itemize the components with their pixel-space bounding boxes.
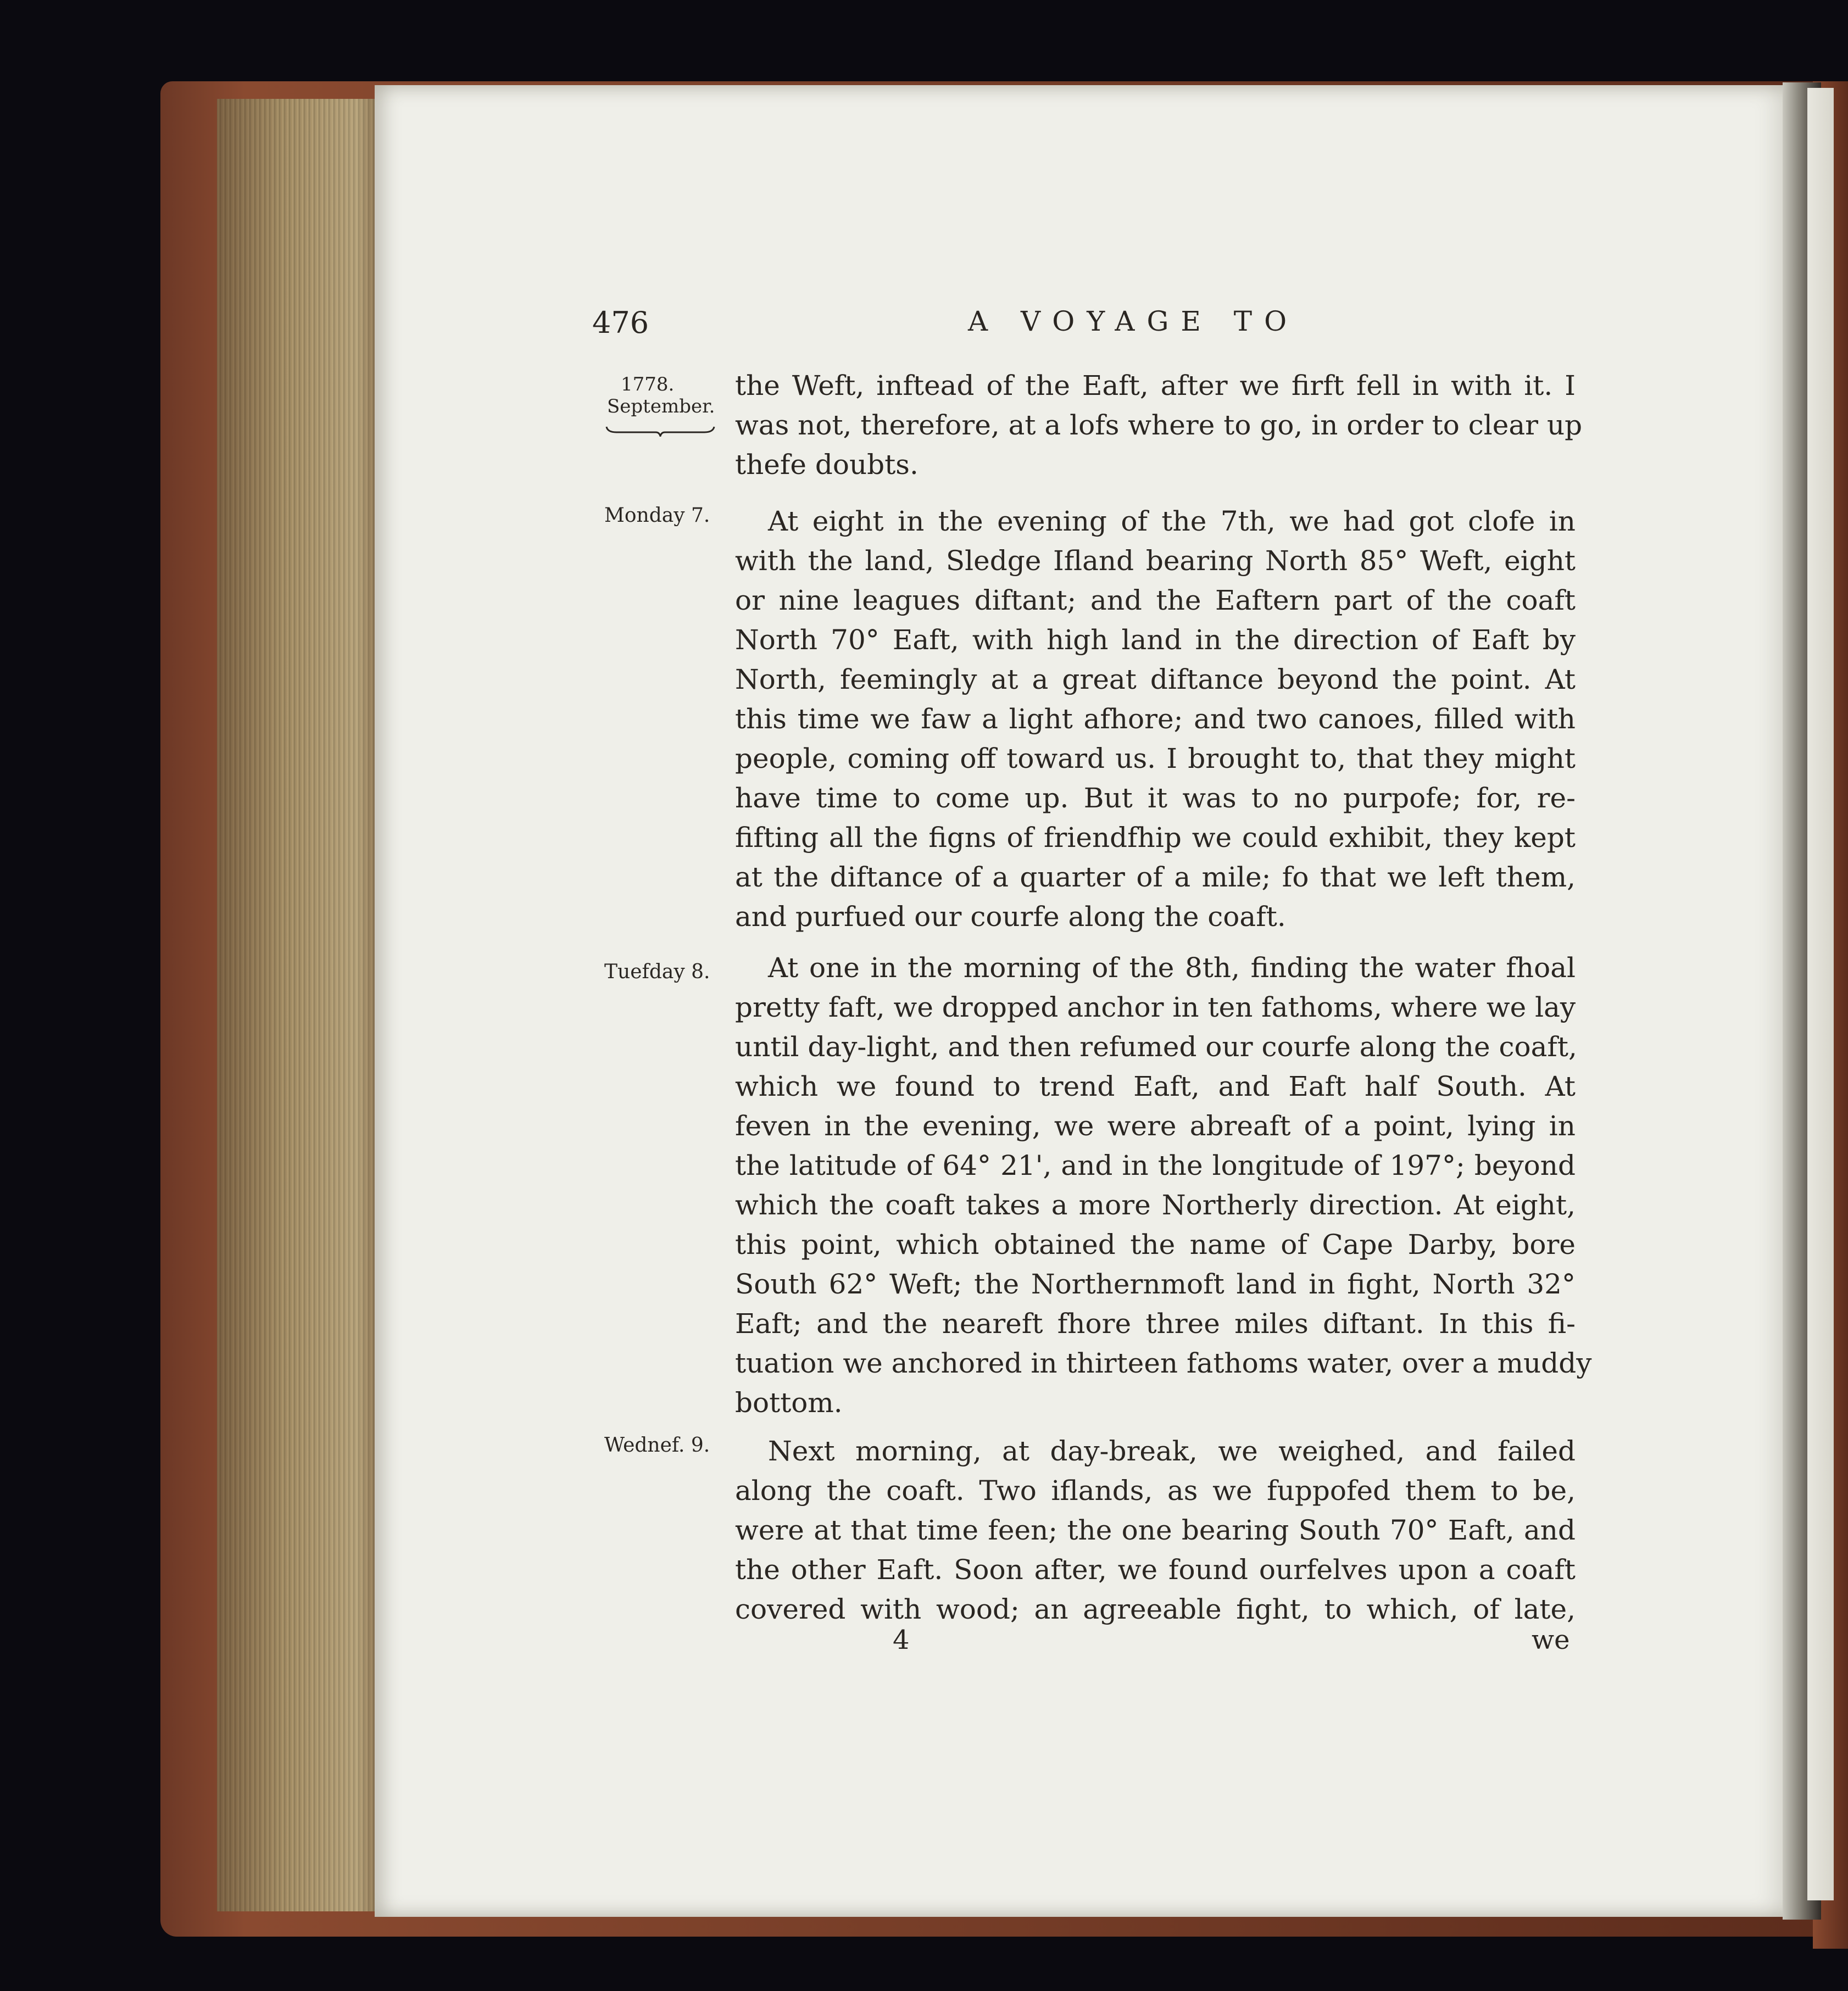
page-number: 476	[592, 305, 649, 340]
margin-month: September.	[607, 395, 715, 417]
text-line: at the diftance of a quarter of a mile; fo that we left them,	[735, 861, 1576, 893]
text-line: with the land, Sledge Ifland bearing North 85° Weft, eight	[735, 545, 1576, 577]
text-line: tuation we anchored in thirteen fathoms water, over a muddy	[735, 1347, 1592, 1379]
text-line: which we found to trend Eaft, and Eaft half South. At	[735, 1070, 1576, 1102]
text-line: until day-light, and then refumed our courfe along the coaft,	[735, 1031, 1577, 1063]
text-line: the Weft, inftead of the Eaft, after we firft fell in with it. I	[735, 370, 1576, 401]
brace-icon	[605, 426, 715, 437]
margin-year: 1778.	[621, 373, 675, 395]
text-line: the latitude of 64° 21', and in the longitude of 197°; beyond	[735, 1150, 1576, 1181]
text-line: along the coaft. Two iflands, as we fuppofed them to be,	[735, 1475, 1576, 1507]
text-line: were at that time feen; the one bearing South 70° Eaft, and	[735, 1514, 1576, 1546]
text-line: covered with wood; an agreeable fight, to which, of late,	[735, 1593, 1576, 1625]
text-line: was not, therefore, at a lofs where to go, in order to clear up	[735, 409, 1583, 441]
running-title: A VOYAGE TO	[968, 305, 1299, 337]
catchword: we	[1532, 1625, 1570, 1655]
text-line: feven in the evening, we were abreaft of a point, lying in	[735, 1110, 1576, 1142]
text-line: Next morning, at day-break, we weighed, and failed	[768, 1435, 1576, 1467]
text-line: thefe doubts.	[735, 449, 919, 481]
text-line: have time to come up. But it was to no purpofe; for, re-	[735, 782, 1576, 814]
text-line: or nine leagues diftant; and the Eaftern part of the coaft	[735, 584, 1576, 616]
text-line: and purfued our courfe along the coaft.	[735, 901, 1286, 933]
text-line: At one in the morning of the 8th, finding the water fhoal	[768, 952, 1576, 984]
margin-note-wednesday: Wednef. 9.	[604, 1434, 710, 1457]
text-line: bottom.	[735, 1387, 843, 1419]
text-line: North 70° Eaft, with high land in the direction of Eaft by	[735, 624, 1576, 656]
text-line: people, coming off toward us. I brought to, that they might	[735, 743, 1576, 774]
text-line: this time we faw a light afhore; and two canoes, filled with	[735, 703, 1576, 735]
text-line: North, feemingly at a great diftance beyond the point. At	[735, 663, 1576, 695]
text-line: South 62° Weft; the Northernmoft land in fight, North 32°	[735, 1268, 1576, 1300]
text-line: this point, which obtained the name of Cape Darby, bore	[735, 1229, 1576, 1261]
page-edges-shade	[217, 99, 382, 1911]
text-line: Eaft; and the neareft fhore three miles diftant. In this fi-	[735, 1308, 1576, 1340]
signature-mark: 4	[893, 1625, 910, 1655]
text-line: fifting all the figns of friendfhip we could exhibit, they kept	[735, 822, 1576, 854]
text-line: pretty faft, we dropped anchor in ten fathoms, where we lay	[735, 991, 1576, 1023]
text-line: which the coaft takes a more Northerly direction. At eight,	[735, 1189, 1576, 1221]
margin-note-monday: Monday 7.	[604, 504, 710, 527]
margin-note-tuesday: Tuefday 8.	[604, 961, 710, 983]
text-line: At eight in the evening of the 7th, we had got clofe in	[768, 505, 1576, 537]
text-line: the other Eaft. Soon after, we found ourfelves upon a coaft	[735, 1554, 1576, 1586]
facing-page-edge	[1807, 88, 1834, 1900]
